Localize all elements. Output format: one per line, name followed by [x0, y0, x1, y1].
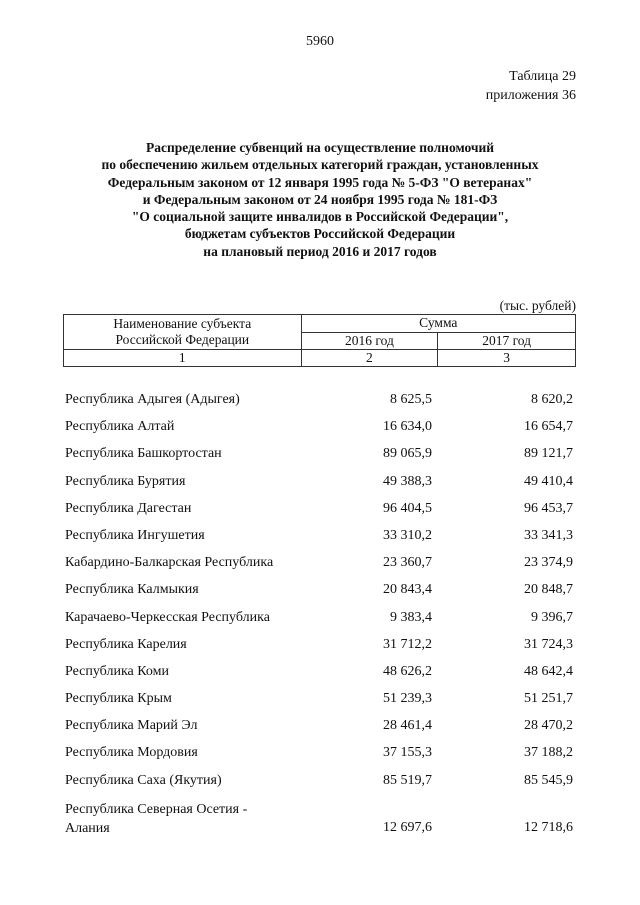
- table-row: [63, 712, 576, 739]
- region-name: Карачаево-Черкесская Республика: [65, 609, 270, 625]
- table-row: [63, 767, 576, 794]
- title-line: "О социальной защите инвалидов в Российской Федерации",: [131, 209, 509, 225]
- value-2017: 49 410,4: [524, 473, 573, 489]
- region-name: Республика Саха (Якутия): [65, 772, 222, 788]
- value-2016: 16 634,0: [383, 419, 432, 435]
- value-2016: 89 065,9: [383, 446, 432, 462]
- value-2016: 12 697,6: [383, 819, 432, 835]
- value-2016: 85 519,7: [383, 772, 432, 788]
- title-line: Федеральным законом от 12 января 1995 года № 5-ФЗ "О ветеранах": [107, 174, 533, 190]
- table-row: [63, 468, 576, 495]
- value-2017: 16 654,7: [524, 419, 573, 435]
- column-header-2017: 2017 год: [438, 332, 576, 350]
- value-2017: 89 121,7: [524, 446, 573, 462]
- column-header-2016: 2016 год: [301, 332, 438, 350]
- value-2017: 51 251,7: [524, 691, 573, 707]
- value-2016: 37 155,3: [383, 745, 432, 761]
- column-header-name-line2: Российской Федерации: [115, 332, 250, 347]
- value-2016: 28 461,4: [383, 718, 432, 734]
- column-number-2: 2: [301, 350, 438, 367]
- value-2017: 33 341,3: [524, 527, 573, 543]
- region-name: [65, 800, 247, 838]
- title-line: бюджетам субъектов Российской Федерации: [184, 226, 456, 242]
- column-number-3: 3: [438, 350, 576, 367]
- table-row: [63, 495, 576, 522]
- document-title: [60, 139, 580, 260]
- value-2017: 48 642,4: [524, 663, 573, 679]
- region-name: Республика Коми: [65, 663, 169, 679]
- column-number-1: 1: [64, 350, 302, 367]
- page-number: 5960: [306, 34, 334, 49]
- units-label: (тыс. рублей): [499, 298, 576, 313]
- value-2016: 8 625,5: [390, 392, 432, 407]
- table-row: [63, 685, 576, 712]
- region-name-line1: Республика Северная Осетия -: [65, 801, 248, 817]
- value-2016: 33 310,2: [383, 527, 432, 543]
- value-2017: 96 453,7: [524, 500, 573, 516]
- value-2017: 85 545,9: [524, 772, 573, 788]
- value-2017: 31 724,3: [524, 636, 573, 652]
- value-2016: 9 383,4: [390, 609, 432, 625]
- region-name: Республика Карелия: [65, 636, 187, 652]
- title-line: на плановый период 2016 и 2017 годов: [203, 243, 437, 259]
- table-row: [63, 413, 576, 440]
- region-name: Кабардино-Балкарская Республика: [65, 555, 274, 571]
- value-2016: 48 626,2: [383, 663, 432, 679]
- region-name: Республика Мордовия: [65, 745, 198, 761]
- table-header: [63, 314, 576, 367]
- column-header-name: [64, 315, 302, 350]
- region-name: Республика Калмыкия: [65, 582, 199, 598]
- value-2017: 23 374,9: [524, 555, 573, 571]
- table-row: [63, 522, 576, 549]
- value-2016: 49 388,3: [383, 473, 432, 489]
- table-row: [63, 658, 576, 685]
- region-name: Республика Бурятия: [65, 473, 186, 489]
- value-2017: 8 620,2: [531, 392, 573, 407]
- value-2016: 51 239,3: [383, 691, 432, 707]
- title-line: по обеспечению жильем отдельных категорий граждан, установленных: [101, 157, 539, 173]
- region-name: Республика Ингушетия: [65, 527, 205, 543]
- region-name: Республика Алтай: [65, 419, 175, 435]
- value-2016: 23 360,7: [383, 555, 432, 571]
- value-2017: 20 848,7: [524, 582, 573, 598]
- value-2017: 9 396,7: [531, 609, 573, 625]
- region-name: Республика Дагестан: [65, 500, 192, 516]
- value-2016: 96 404,5: [383, 500, 432, 516]
- table-row: [63, 739, 576, 766]
- table-row: [63, 604, 576, 631]
- title-line: и Федеральным законом от 24 ноября 1995 года № 181-ФЗ: [142, 191, 498, 207]
- table-row: [63, 549, 576, 576]
- table-body: [63, 386, 576, 838]
- column-header-name-line1: Наименование субъекта: [113, 316, 252, 331]
- region-name: Республика Башкортостан: [65, 446, 222, 462]
- appendix-number: приложения 36: [485, 88, 576, 103]
- value-2016: 20 843,4: [383, 582, 432, 598]
- table-row: [63, 576, 576, 603]
- region-name: Республика Крым: [65, 691, 172, 707]
- region-name-line2: Алания: [65, 820, 110, 836]
- title-line: Распределение субвенций на осуществление полномочий: [145, 140, 495, 155]
- value-2017: 37 188,2: [524, 745, 573, 761]
- value-2017: 12 718,6: [524, 819, 573, 835]
- column-header-sum: Сумма: [301, 315, 575, 333]
- table-row: [63, 386, 576, 413]
- table-row: [63, 440, 576, 467]
- table-row: [63, 631, 576, 658]
- region-name: Республика Марий Эл: [65, 718, 198, 734]
- value-2017: 28 470,2: [524, 718, 573, 734]
- table-row: [63, 794, 576, 838]
- table-number: Таблица 29: [509, 69, 576, 84]
- value-2016: 31 712,2: [383, 636, 432, 652]
- region-name: Республика Адыгея (Адыгея): [65, 392, 240, 407]
- table-reference: [486, 67, 576, 105]
